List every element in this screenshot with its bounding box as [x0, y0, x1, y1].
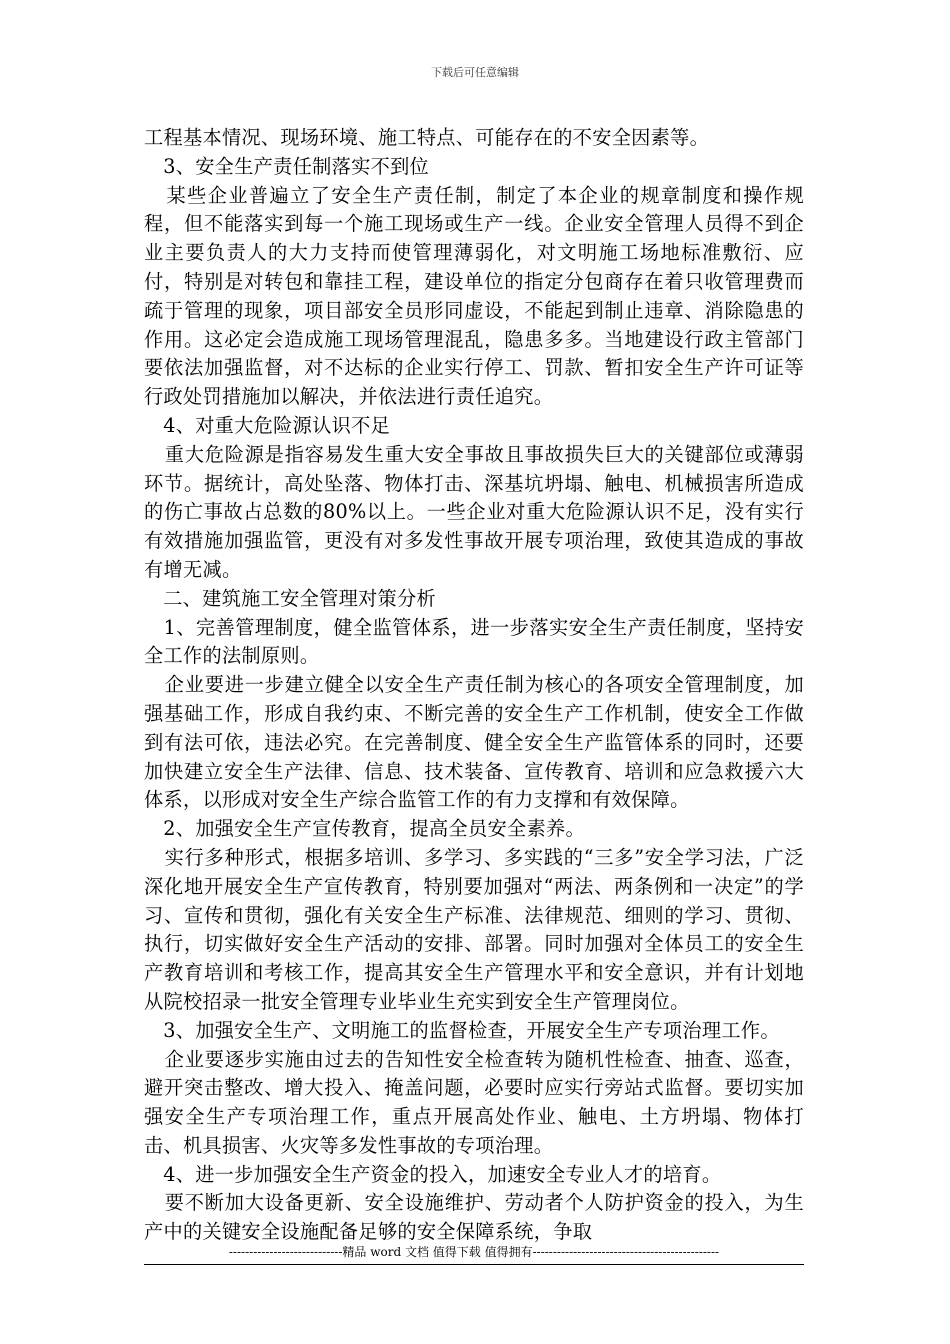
paragraph: 某些企业普遍立了安全生产责任制，制定了本企业的规章制度和操作规程，但不能落实到每一个施工现场或生产一线。企业安全管理人员得不到企业主要负责人的大力支持而使管理薄弱化，对文明施工场地标准敷衍、应付，特别是对转包和靠挂工程，建设单位的指定分包商存在着只收管理费而疏于管理的现象，项目部安全员形同虚设，不能起到制止违章、消除隐患的作用。这必定会造成施工现场管理混乱，隐患多多。当地建设行政主管部门要依法加强监督，对不达标的企业实行停工、罚款、暂扣安全生产许可证等行政处罚措施加以解决，并依法进行责任追究。	[144, 183, 804, 409]
paragraph: 工程基本情况、现场环境、施工特点、可能存在的不安全因素等。	[144, 126, 710, 149]
page-header: 下载后可任意编辑	[431, 66, 519, 79]
section-heading: 3、加强安全生产、文明施工的监督检查，开展安全生产专项治理工作。	[144, 1018, 780, 1042]
paragraph: 重大危险源是指容易发生重大安全事故且事故损失巨大的关键部位或薄弱环节。据统计，高处坠落、物体打击、深基坑坍塌、触电、机械损害所造成的伤亡事故占总数的80%以上。一些企业对重大危险源认识不足，没有实行有效措施加强监管，更没有对多发性事故开展专项治理，致使其造成的事故有增无减。	[144, 442, 804, 581]
paragraph: 企业要进一步建立健全以安全生产责任制为核心的各项安全管理制度，加强基础工作，形成自我约束、不断完善的安全生产工作机制，使安全工作做到有法可依，违法必究。在完善制度、健全安全生产监管体系的同时，还要加快建立安全生产法律、信息、技术装备、宣传教育、培训和应急救援六大体系，以形成对安全生产综合监管工作的有力支撑和有效保障。	[144, 673, 804, 812]
section-heading: 4、对重大危险源认识不足	[144, 413, 391, 437]
footer-text: ----------------------------精品 word 文档 值得下载 值得拥有----------------------------------------------	[228, 1245, 720, 1259]
section-heading: 2、加强安全生产宣传教育，提高全员安全素养。	[144, 817, 585, 841]
section-heading: 1、完善管理制度，健全监管体系，进一步落实安全生产责任制度，坚持安全工作的法制原则。	[144, 615, 804, 668]
document-body	[144, 124, 804, 1247]
section-heading: 4、进一步加强安全生产资金的投入，加速安全专业人才的培育。	[144, 1162, 722, 1186]
paragraph: 实行多种形式，根据多培训、多学习、多实践的“三多”安全学习法，广泛深化地开展安全生产宣传教育，特别要加强对“两法、两条例和一决定”的学习、宣传和贯彻，强化有关安全生产标准、法律规范、细则的学习、贯彻、执行，切实做好安全生产活动的安排、部署。同时加强对全体员工的安全生产教育培训和考核工作，提高其安全生产管理水平和安全意识，并有计划地从院校招录一批安全管理专业毕业生充实到安全生产管理岗位。	[144, 845, 804, 1013]
footer-divider	[144, 1264, 804, 1265]
page-footer	[144, 1244, 804, 1265]
section-heading: 3、安全生产责任制落实不到位	[144, 154, 430, 178]
paragraph: 要不断加大设备更新、安全设施维护、劳动者个人防护资金的投入，为生产中的关键安全设施配备足够的安全保障系统，争取	[144, 1191, 804, 1244]
paragraph: 企业要逐步实施由过去的告知性安全检查转为随机性检查、抽查、巡查，避开突击整改、增大投入、掩盖问题，必要时应实行旁站式监督。要切实加强安全生产专项治理工作，重点开展高处作业、触电、土方坍塌、物体打击、机具损害、火灾等多发性事故的专项治理。	[144, 1047, 804, 1157]
section-heading: 二、建筑施工安全管理对策分析	[144, 586, 437, 610]
